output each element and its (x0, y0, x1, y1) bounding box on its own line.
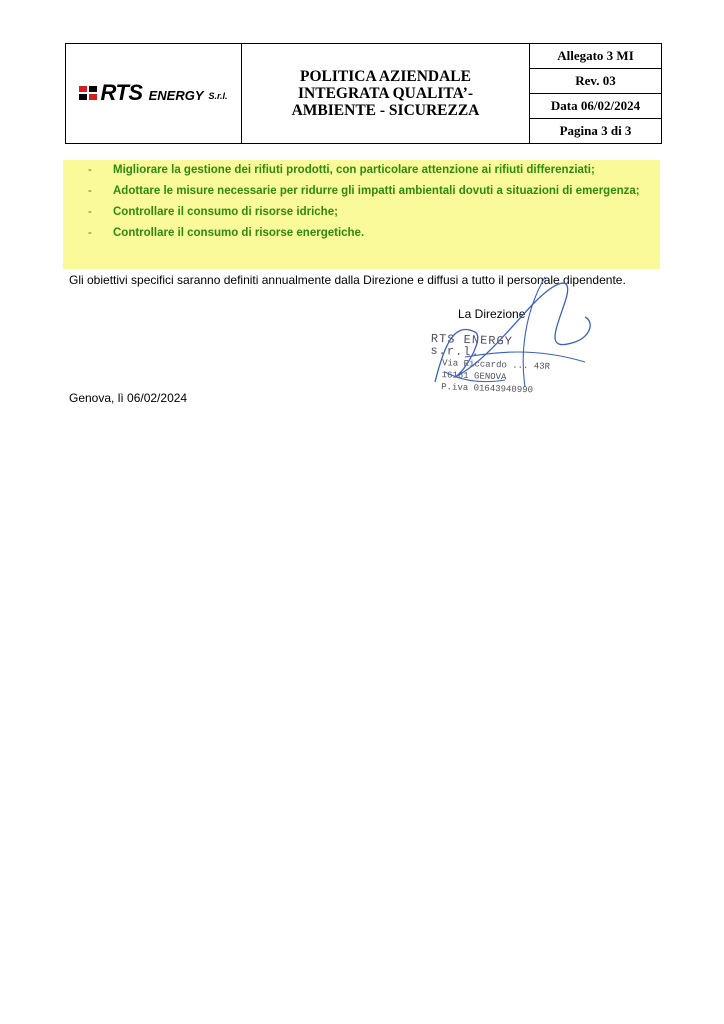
revision-label: Rev. 03 (530, 69, 662, 94)
logo-rts: RTS (100, 80, 143, 105)
stamp-line-4: P.iva 01643940990 (441, 382, 534, 396)
title-line-1: POLITICA AZIENDALE (300, 68, 471, 85)
bullet-dash: - (88, 227, 92, 239)
logo-cell (66, 44, 242, 144)
logo-srl: S.r.l. (208, 91, 228, 101)
list-item-text: Controllare il consumo di risorse idriche; (113, 206, 338, 218)
document-header (65, 43, 662, 144)
list-item (88, 181, 658, 202)
list-item (88, 202, 658, 223)
date-label: Data 06/02/2024 (530, 94, 662, 119)
document-title (242, 44, 530, 144)
stamp-line-2: Via Riccardo ... 43R (441, 358, 551, 372)
logo-mark-icon (79, 84, 97, 102)
list-item-text: Controllare il consumo di risorse energetiche. (113, 227, 365, 239)
logo-energy: ENERGY (148, 88, 204, 103)
objectives-list (88, 160, 658, 244)
allegato-label: Allegato 3 MI (530, 44, 662, 69)
page-number: Pagina 3 di 3 (530, 119, 662, 144)
title-line-3: AMBIENTE - SICUREZZA (291, 102, 480, 119)
title-line-2: INTEGRATA QUALITA’- (298, 85, 473, 102)
list-item-text: Adottare le misure necessarie per ridurre gli impatti ambientali dovuti a situazioni di emergenza; (113, 185, 640, 197)
stamp-line-1: RTS ENERGY s.r.l. (430, 331, 514, 360)
bullet-dash: - (88, 206, 92, 218)
handwritten-signature (425, 262, 605, 402)
list-item (88, 223, 658, 244)
place-date: Genova, lì 06/02/2024 (69, 391, 188, 405)
list-item-text: Migliorare la gestione dei rifiuti prodotti, con particolare attenzione ai rifiuti differenziati; (113, 164, 595, 176)
bullet-dash: - (88, 164, 92, 176)
bullet-dash: - (88, 185, 92, 197)
signature-label: La Direzione (458, 307, 526, 321)
company-logo (79, 80, 228, 105)
objectives-paragraph: Gli obiettivi specifici saranno definiti annualmente dalla Direzione e diffusi a tutto il personale dipendente. (69, 273, 626, 287)
stamp-line-3: 16161 GENOVA (441, 370, 507, 383)
list-item (88, 160, 658, 181)
